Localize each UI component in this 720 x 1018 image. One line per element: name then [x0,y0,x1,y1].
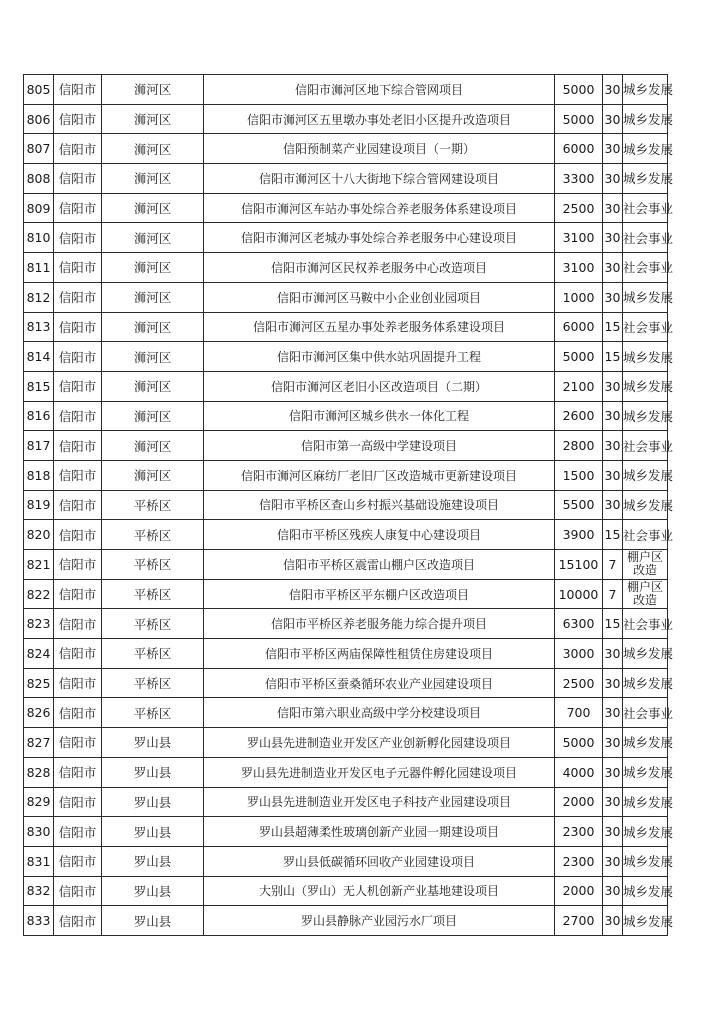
table-row [24,757,668,787]
city-cell: 信阳市 [54,639,102,669]
category-cell: 城乡发展 [623,757,668,787]
category-cell: 棚户区改造 [623,550,668,580]
project-name-cell: 罗山县先进制造业开发区产业创新孵化园建设项目 [204,728,555,758]
row-number: 814 [24,342,54,372]
district-cell: 罗山县 [102,728,204,758]
category-cell: 城乡发展 [623,876,668,906]
category-cell: 社会事业 [623,431,668,461]
term-years-cell: 30 [603,728,623,758]
row-number: 822 [24,579,54,609]
table-row [24,371,668,401]
row-number: 807 [24,134,54,164]
amount-cell: 5000 [555,75,603,105]
amount-cell: 1500 [555,460,603,490]
table-row [24,906,668,936]
table-row [24,639,668,669]
city-cell: 信阳市 [54,401,102,431]
row-number: 808 [24,164,54,194]
amount-cell: 2100 [555,371,603,401]
term-years-cell: 30 [603,490,623,520]
category-cell: 城乡发展 [623,342,668,372]
row-number: 819 [24,490,54,520]
category-cell: 社会事业 [623,223,668,253]
amount-cell: 3100 [555,253,603,283]
district-cell: 平桥区 [102,668,204,698]
table-row [24,579,668,609]
table-row [24,817,668,847]
term-years-cell: 7 [603,550,623,580]
district-cell: 平桥区 [102,520,204,550]
project-name-cell: 信阳市平桥区残疾人康复中心建设项目 [204,520,555,550]
district-cell: 平桥区 [102,490,204,520]
table-row [24,164,668,194]
row-number: 810 [24,223,54,253]
amount-cell: 6000 [555,312,603,342]
district-cell: 平桥区 [102,698,204,728]
district-cell: 浉河区 [102,134,204,164]
project-name-cell: 信阳市平桥区养老服务能力综合提升项目 [204,609,555,639]
table-row [24,431,668,461]
district-cell: 浉河区 [102,75,204,105]
amount-cell: 3100 [555,223,603,253]
project-name-cell: 信阳市平桥区震雷山棚户区改造项目 [204,550,555,580]
amount-cell: 2500 [555,668,603,698]
term-years-cell: 30 [603,906,623,936]
category-cell: 城乡发展 [623,787,668,817]
category-cell: 城乡发展 [623,282,668,312]
row-number: 813 [24,312,54,342]
row-number: 818 [24,460,54,490]
district-cell: 罗山县 [102,906,204,936]
city-cell: 信阳市 [54,431,102,461]
term-years-cell: 30 [603,431,623,461]
amount-cell: 2600 [555,401,603,431]
city-cell: 信阳市 [54,75,102,105]
project-name-cell: 信阳市浉河区地下综合管网项目 [204,75,555,105]
row-number: 815 [24,371,54,401]
district-cell: 浉河区 [102,104,204,134]
table-row [24,223,668,253]
term-years-cell: 30 [603,164,623,194]
table-row [24,609,668,639]
city-cell: 信阳市 [54,193,102,223]
table-row [24,75,668,105]
district-cell: 浉河区 [102,223,204,253]
project-name-cell: 信阳市浉河区老旧小区改造项目（二期） [204,371,555,401]
project-name-cell: 信阳预制菜产业园建设项目（一期） [204,134,555,164]
row-number: 812 [24,282,54,312]
amount-cell: 2700 [555,906,603,936]
project-name-cell: 信阳市第六职业高级中学分校建设项目 [204,698,555,728]
term-years-cell: 30 [603,104,623,134]
project-name-cell: 信阳市浉河区城乡供水一体化工程 [204,401,555,431]
term-years-cell: 15 [603,342,623,372]
city-cell: 信阳市 [54,342,102,372]
term-years-cell: 15 [603,609,623,639]
table-row [24,312,668,342]
term-years-cell: 30 [603,371,623,401]
district-cell: 平桥区 [102,579,204,609]
table-row [24,876,668,906]
city-cell: 信阳市 [54,876,102,906]
amount-cell: 5000 [555,728,603,758]
project-name-cell: 信阳市浉河区集中供水站巩固提升工程 [204,342,555,372]
project-name-cell: 信阳市浉河区五星办事处养老服务体系建设项目 [204,312,555,342]
table-row [24,846,668,876]
amount-cell: 3000 [555,639,603,669]
amount-cell: 2800 [555,431,603,461]
category-cell: 城乡发展 [623,371,668,401]
term-years-cell: 30 [603,134,623,164]
category-cell: 城乡发展 [623,460,668,490]
row-number: 811 [24,253,54,283]
table-row [24,460,668,490]
term-years-cell: 7 [603,579,623,609]
row-number: 805 [24,75,54,105]
category-cell: 社会事业 [623,609,668,639]
term-years-cell: 30 [603,193,623,223]
term-years-cell: 30 [603,223,623,253]
table-row [24,193,668,223]
amount-cell: 5500 [555,490,603,520]
district-cell: 平桥区 [102,609,204,639]
table-row [24,253,668,283]
term-years-cell: 30 [603,253,623,283]
category-cell: 城乡发展 [623,490,668,520]
row-number: 832 [24,876,54,906]
district-cell: 罗山县 [102,876,204,906]
district-cell: 罗山县 [102,787,204,817]
category-cell: 棚户区改造 [623,579,668,609]
amount-cell: 700 [555,698,603,728]
category-cell: 城乡发展 [623,846,668,876]
term-years-cell: 30 [603,698,623,728]
category-cell: 城乡发展 [623,728,668,758]
row-number: 825 [24,668,54,698]
category-cell: 城乡发展 [623,639,668,669]
district-cell: 平桥区 [102,639,204,669]
amount-cell: 4000 [555,757,603,787]
city-cell: 信阳市 [54,312,102,342]
city-cell: 信阳市 [54,104,102,134]
city-cell: 信阳市 [54,371,102,401]
row-number: 829 [24,787,54,817]
district-cell: 浉河区 [102,312,204,342]
row-number: 824 [24,639,54,669]
district-cell: 浉河区 [102,431,204,461]
city-cell: 信阳市 [54,223,102,253]
row-number: 816 [24,401,54,431]
city-cell: 信阳市 [54,253,102,283]
district-cell: 浉河区 [102,253,204,283]
project-table [23,74,674,936]
amount-cell: 6000 [555,134,603,164]
district-cell: 罗山县 [102,846,204,876]
term-years-cell: 30 [603,460,623,490]
city-cell: 信阳市 [54,134,102,164]
city-cell: 信阳市 [54,728,102,758]
district-cell: 浉河区 [102,371,204,401]
category-cell: 社会事业 [623,312,668,342]
amount-cell: 6300 [555,609,603,639]
category-cell: 城乡发展 [623,75,668,105]
project-name-cell: 罗山县超薄柔性玻璃创新产业园一期建设项目 [204,817,555,847]
city-cell: 信阳市 [54,550,102,580]
row-number: 821 [24,550,54,580]
row-number: 826 [24,698,54,728]
row-number: 827 [24,728,54,758]
project-name-cell: 信阳市浉河区民权养老服务中心改造项目 [204,253,555,283]
project-name-cell: 信阳市浉河区马鞍中小企业创业园项目 [204,282,555,312]
row-number: 828 [24,757,54,787]
category-cell: 城乡发展 [623,906,668,936]
project-name-cell: 罗山县静脉产业园污水厂项目 [204,906,555,936]
project-name-cell: 信阳市平桥区蚕桑循环农业产业园建设项目 [204,668,555,698]
category-cell: 城乡发展 [623,817,668,847]
district-cell: 平桥区 [102,550,204,580]
table-row [24,342,668,372]
project-name-cell: 信阳市浉河区麻纺厂老旧厂区改造城市更新建设项目 [204,460,555,490]
district-cell: 浉河区 [102,164,204,194]
row-number: 831 [24,846,54,876]
amount-cell: 5000 [555,342,603,372]
amount-cell: 5000 [555,104,603,134]
district-cell: 罗山县 [102,817,204,847]
row-number: 823 [24,609,54,639]
category-cell: 城乡发展 [623,668,668,698]
project-name-cell: 罗山县先进制造业开发区电子科技产业园建设项目 [204,787,555,817]
city-cell: 信阳市 [54,846,102,876]
row-number: 817 [24,431,54,461]
table-row [24,282,668,312]
term-years-cell: 30 [603,876,623,906]
amount-cell: 10000 [555,579,603,609]
category-cell: 社会事业 [623,698,668,728]
amount-cell: 2500 [555,193,603,223]
term-years-cell: 30 [603,668,623,698]
term-years-cell: 30 [603,639,623,669]
city-cell: 信阳市 [54,164,102,194]
city-cell: 信阳市 [54,609,102,639]
table-row [24,668,668,698]
term-years-cell: 30 [603,757,623,787]
category-cell: 社会事业 [623,193,668,223]
project-name-cell: 信阳市第一高级中学建设项目 [204,431,555,461]
amount-cell: 15100 [555,550,603,580]
table-row [24,787,668,817]
amount-cell: 3900 [555,520,603,550]
table-row [24,698,668,728]
row-number: 830 [24,817,54,847]
category-cell: 城乡发展 [623,104,668,134]
row-number: 806 [24,104,54,134]
amount-cell: 2000 [555,787,603,817]
category-cell: 城乡发展 [623,164,668,194]
project-name-cell: 信阳市平桥区查山乡村振兴基础设施建设项目 [204,490,555,520]
table-row [24,104,668,134]
city-cell: 信阳市 [54,520,102,550]
term-years-cell: 30 [603,817,623,847]
district-cell: 浉河区 [102,193,204,223]
category-cell: 城乡发展 [623,401,668,431]
project-name-cell: 信阳市平桥区平东棚户区改造项目 [204,579,555,609]
project-name-cell: 罗山县低碳循环回收产业园建设项目 [204,846,555,876]
project-name-cell: 信阳市浉河区车站办事处综合养老服务体系建设项目 [204,193,555,223]
row-number: 833 [24,906,54,936]
amount-cell: 2300 [555,817,603,847]
term-years-cell: 15 [603,312,623,342]
city-cell: 信阳市 [54,579,102,609]
term-years-cell: 30 [603,282,623,312]
district-cell: 浉河区 [102,460,204,490]
city-cell: 信阳市 [54,668,102,698]
project-name-cell: 罗山县先进制造业开发区电子元器件孵化园建设项目 [204,757,555,787]
project-name-cell: 大别山（罗山）无人机创新产业基地建设项目 [204,876,555,906]
amount-cell: 2000 [555,876,603,906]
district-cell: 浉河区 [102,401,204,431]
city-cell: 信阳市 [54,698,102,728]
project-name-cell: 信阳市浉河区十八大街地下综合管网建设项目 [204,164,555,194]
row-number: 809 [24,193,54,223]
row-number: 820 [24,520,54,550]
project-name-cell: 信阳市平桥区两庙保障性租赁住房建设项目 [204,639,555,669]
table-row [24,728,668,758]
city-cell: 信阳市 [54,817,102,847]
table-row [24,520,668,550]
city-cell: 信阳市 [54,460,102,490]
city-cell: 信阳市 [54,490,102,520]
category-cell: 城乡发展 [623,134,668,164]
table-row [24,490,668,520]
term-years-cell: 30 [603,787,623,817]
city-cell: 信阳市 [54,282,102,312]
table-row [24,550,668,580]
district-cell: 浉河区 [102,342,204,372]
term-years-cell: 30 [603,75,623,105]
table-row [24,134,668,164]
city-cell: 信阳市 [54,757,102,787]
term-years-cell: 30 [603,401,623,431]
category-cell: 社会事业 [623,253,668,283]
city-cell: 信阳市 [54,906,102,936]
amount-cell: 3300 [555,164,603,194]
category-cell: 社会事业 [623,520,668,550]
project-name-cell: 信阳市浉河区老城办事处综合养老服务中心建设项目 [204,223,555,253]
project-name-cell: 信阳市浉河区五里墩办事处老旧小区提升改造项目 [204,104,555,134]
amount-cell: 2300 [555,846,603,876]
district-cell: 浉河区 [102,282,204,312]
term-years-cell: 30 [603,846,623,876]
city-cell: 信阳市 [54,787,102,817]
amount-cell: 1000 [555,282,603,312]
table-row [24,401,668,431]
district-cell: 罗山县 [102,757,204,787]
term-years-cell: 15 [603,520,623,550]
